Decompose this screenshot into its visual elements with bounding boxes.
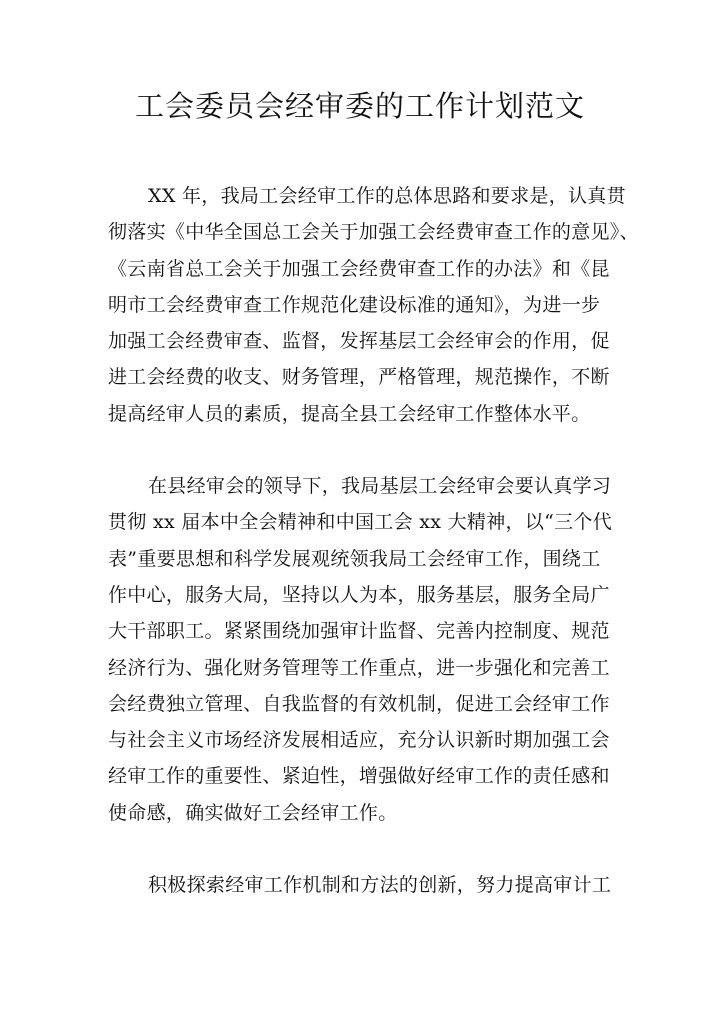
paragraph-line: 彻落实《中华全国总工会关于加强工会经费审查工作的意见》、: [108, 221, 639, 244]
paragraph-line: 加强工会经费审查、监督，发挥基层工会经审会的作用，促: [108, 330, 610, 353]
paragraph-1: [108, 178, 639, 432]
paragraph-line: 经济行为、强化财务管理等工作重点，进一步强化和完善工: [108, 656, 610, 679]
paragraph-line: XX 年，我局工会经审工作的总体思路和要求是，认真贯: [148, 185, 626, 207]
paragraph-line: 明市工会经费审查工作规范化建设标准的通知》，为进一步: [108, 293, 601, 316]
paragraph-line: 表”重要思想和科学发展观统领我局工会经审工作，围绕工: [108, 547, 601, 570]
page-title: 工会委员会经审委的工作计划范文: [134, 89, 585, 123]
paragraph-3: [108, 867, 614, 903]
paragraph-line: 经审工作的重要性、紧迫性，增强做好经审工作的责任感和: [108, 765, 610, 788]
paragraph-line: 提高经审人员的素质，提高全县工会经审工作整体水平。: [108, 402, 591, 425]
paragraph-line: 大干部职工。紧紧围绕加强审计监督、完善内控制度、规范: [108, 620, 610, 643]
paragraph-line: 进工会经费的收支、财务管理，严格管理，规范操作，不断: [108, 366, 610, 389]
document-body: [108, 178, 639, 939]
paragraph-line: 《云南省总工会关于加强工会经费审查工作的办法》和《昆: [108, 257, 610, 280]
paragraph-line: 贯彻 xx 届本中全会精神和中国工会 xx 大精神，以“三个代: [108, 511, 613, 534]
paragraph-2: [108, 468, 614, 831]
paragraph-line: 积极探索经审工作机制和方法的创新，努力提高审计工: [148, 874, 612, 897]
paragraph-line: 作中心，服务大局，坚持以人为本，服务基层，服务全局广: [108, 583, 610, 606]
paragraph-line: 与社会主义市场经济发展相适应，充分认识新时期加强工会: [108, 729, 610, 752]
paragraph-line: 在县经审会的领导下，我局基层工会经审会要认真学习: [148, 475, 612, 498]
paragraph-line: 使命感，确实做好工会经审工作。: [108, 801, 398, 824]
paragraph-line: 会经费独立管理、自我监督的有效机制，促进工会经审工作: [108, 692, 610, 715]
